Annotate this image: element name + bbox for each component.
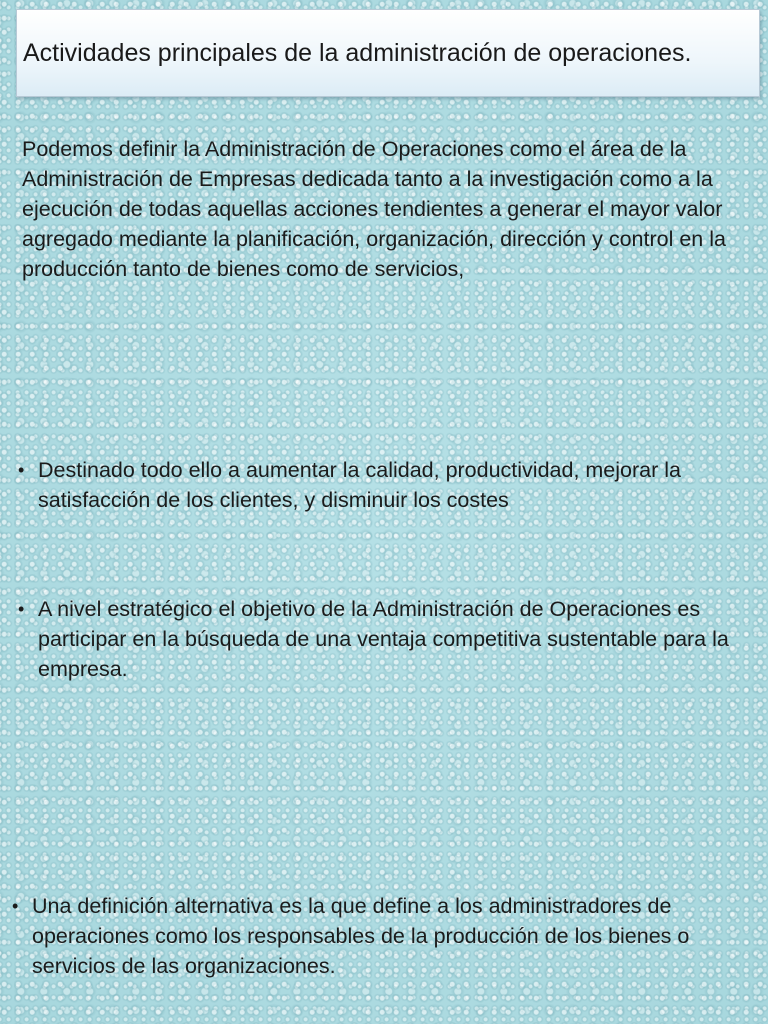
bullet-marker: • <box>18 599 25 619</box>
bullet-marker: • <box>12 896 19 916</box>
bullet-marker: • <box>18 460 25 480</box>
intro-paragraph: Podemos definir la Administración de Operaciones como el área de la Administración de Empresas dedicada tanto a la investigación como a la ejecución de todas aquellas acciones tendientes a generar el mayor valor agregado mediante la planificación, organización, dirección y control en la producción tanto de bienes como de servicios, <box>22 137 726 281</box>
bullet-text-2: A nivel estratégico el objetivo de la Administración de Operaciones es participar en la búsqueda de una ventaja competitiva sustentable para la empresa. <box>38 597 729 681</box>
slide-title: Actividades principales de la administración de operaciones. <box>23 39 692 67</box>
bullet-text-3: Una definición alternativa es la que define a los administradores de operaciones como los responsables de la producción de los bienes o servicios de las organizaciones. <box>32 894 690 978</box>
bullet-text-1: Destinado todo ello a aumentar la calidad, productividad, mejorar la satisfacción de los clientes, y disminuir los costes <box>38 458 681 512</box>
title-box <box>16 9 760 97</box>
bullet-item-3 <box>12 891 760 981</box>
bullet-item-2 <box>18 594 758 684</box>
bullet-item-1 <box>18 455 758 515</box>
